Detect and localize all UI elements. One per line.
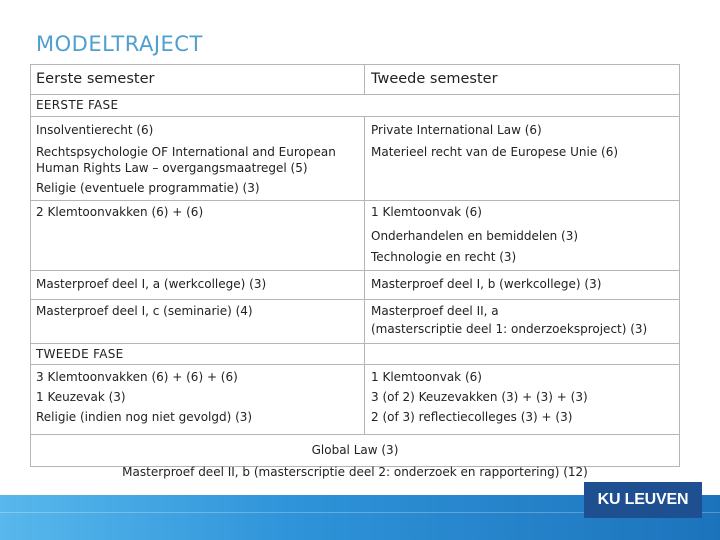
page-title: MODELTRAJECT — [36, 32, 203, 56]
course-reflectiecolleges: 2 (of 3) reflectiecolleges (3) + (3) — [371, 410, 573, 424]
course-klemtoonvakken-3: 3 Klemtoonvakken (6) + (6) + (6) — [36, 370, 238, 384]
curriculum-table — [30, 64, 680, 479]
course-religie: Religie (eventuele programmatie) (3) — [36, 181, 260, 195]
table-divider — [30, 94, 680, 95]
course-klemtoonvakken: 2 Klemtoonvakken (6) + (6) — [36, 205, 204, 219]
column-divider — [364, 116, 365, 365]
table-divider — [30, 343, 680, 344]
table-divider — [30, 200, 680, 201]
course-private-international-law: Private International Law (6) — [371, 123, 542, 137]
course-technologie: Technologie en recht (3) — [371, 250, 517, 264]
course-masterproef-2a: Masterproef deel II, a — [371, 304, 499, 318]
course-rechtspsychologie: Rechtspsychologie OF International and European — [36, 145, 336, 159]
course-masterproef-2a-cont: (masterscriptie deel 1: onderzoeksproject) (3) — [371, 322, 648, 336]
course-insolventierecht: Insolventierecht (6) — [36, 123, 154, 137]
course-materieel-recht: Materieel recht van de Europese Unie (6) — [371, 145, 619, 159]
header-tweede-semester: Tweede semester — [371, 71, 498, 87]
fase-label-tweede: TWEEDE FASE — [36, 347, 124, 361]
course-masterproef-1b: Masterproef deel I, b (werkcollege) (3) — [371, 277, 602, 291]
course-keuzevak: 1 Keuzevak (3) — [36, 390, 126, 404]
course-masterproef-1a: Masterproef deel I, a (werkcollege) (3) — [36, 277, 267, 291]
table-divider — [30, 299, 680, 300]
course-religie-2: Religie (indien nog niet gevolgd) (3) — [36, 410, 253, 424]
table-divider — [30, 434, 680, 435]
table-divider — [30, 116, 680, 117]
column-divider — [364, 64, 365, 95]
course-masterproef-1c: Masterproef deel I, c (seminarie) (4) — [36, 304, 253, 318]
course-klemtoonvak: 1 Klemtoonvak (6) — [371, 205, 482, 219]
course-onderhandelen: Onderhandelen en bemiddelen (3) — [371, 229, 579, 243]
table-border-top — [30, 64, 680, 65]
table-divider — [30, 270, 680, 271]
course-rechtspsychologie-cont: Human Rights Law – overgangsmaatregel (5) — [36, 161, 308, 175]
table-border-left — [30, 64, 31, 467]
column-divider — [364, 364, 365, 435]
header-eerste-semester: Eerste semester — [36, 71, 155, 87]
course-global-law: Global Law (3) — [311, 443, 399, 457]
course-klemtoonvak-2: 1 Klemtoonvak (6) — [371, 370, 482, 384]
course-masterproef-2b: Masterproef deel II, b (masterscriptie deel 2: onderzoek en rapportering) (12) — [122, 465, 588, 479]
table-border-right — [679, 64, 680, 467]
table-divider — [30, 364, 680, 365]
ku-leuven-logo: KU LEUVEN — [584, 482, 702, 518]
course-keuzevakken: 3 (of 2) Keuzevakken (3) + (3) + (3) — [371, 390, 588, 404]
fase-label-eerste: EERSTE FASE — [36, 98, 119, 112]
